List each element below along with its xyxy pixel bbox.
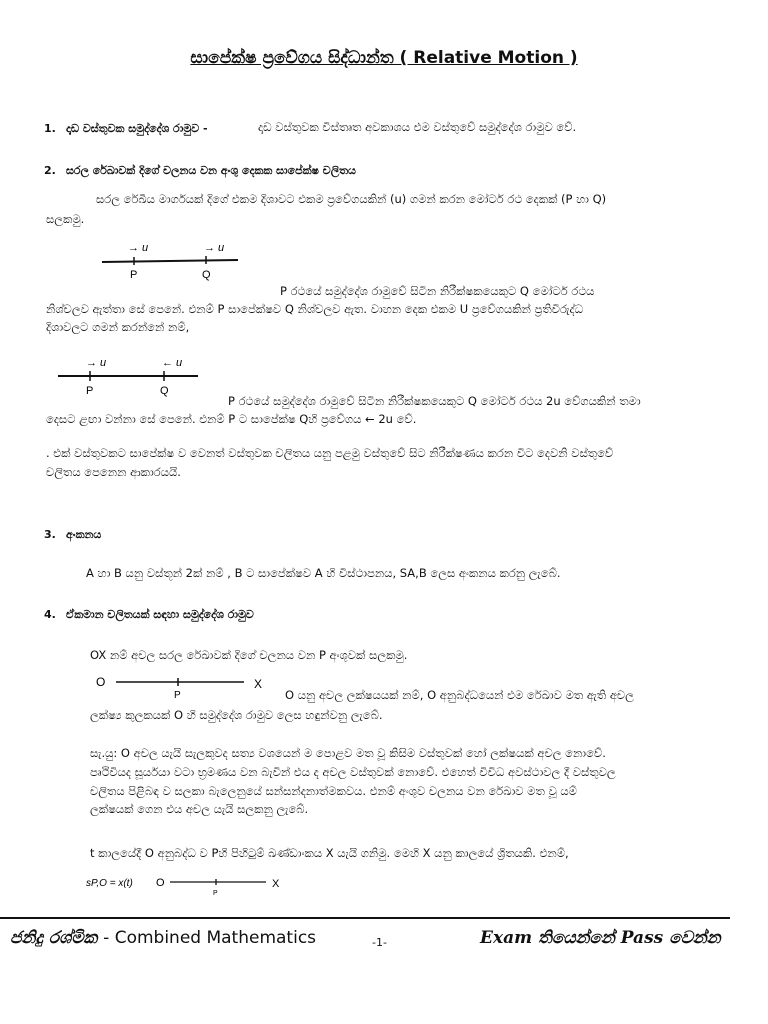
footer-slogan: Exam තියෙන්නේ Pass වෙන්න [480,928,721,948]
section-4-para2-line2: ලක්ෂ්‍ය කුලකයක් O හි සමුද්දේශ රාමුව ලෙස හඳුන්වනු ලැබේ. [90,708,383,722]
section-1-text: දෘඩ වස්තුවක විස්තෘත අවකාශය එම වස්තුවේ සමුද්දේශ රාමුව වේ. [258,120,577,134]
x-label: X [254,677,263,691]
p-velocity-arrow: → u [86,357,107,369]
q-velocity-arrow: ← u [162,357,183,369]
section-2-para1-line1: සරල රේඛීය මාර්ගයක් දිගේ එකම දිශාවට එකම ප්‍රවේගයකින් (u) ගමන් කරන මෝටර් රථ දෙකක් (P හා Q) [96,192,607,206]
section-4-para2-line1: O යනු අචල ලක්ෂයයක් නම්, O අනුබද්ධයෙන් එම රේඛාව මත ඇති අචල [285,688,634,702]
section-2-para1-line2: සලකමු. [46,212,85,226]
section-2-para3-line2: දෙසට ළඟා වන්නා සේ පෙනේ. එනම් P ට සාපේක්ෂ Qහි ප්‍රවේගය ← 2u වේ. [46,412,417,426]
section-2-para2-line2: නිශ්චලව ඇත්තා සේ පෙනේ. එනම් P සාපේක්ෂව Q නිශ්චලව ඇත. වාහන දෙක එකම U ප්‍රවේගයකින් ප්‍රතිවිරුද්ධ [46,302,584,316]
diagram-position-function [84,870,294,898]
section-2-para4-line2: චලිතය පෙනෙන ආකාරයයි. [46,465,181,479]
q-label: Q [202,269,211,281]
diagram-opposite-direction [56,352,206,402]
x-label: X [272,878,280,890]
section-2-para3-line1: P රථයේ සමුද්දේශ රාමුවේ සිටින නිරීක්ෂකයෙකුට Q මෝටර් රථය 2u වේගයකින් තමා [228,394,641,408]
section-4-note-line4: ලක්ෂයක් ගෙන එය අචල යැයි සලකනු ලැබේ. [90,802,309,816]
section-2-para4-line1: . එක් වස්තුවකට සාපේක්ෂ ව වෙනත් වස්තුවක චලිතය යනු පළමු වස්තුවේ සිට නිරීක්ෂණය කරන විට දෙවනි වස්තුවේ [46,446,614,460]
section-3-text: A හා B යනු වස්තූන් 2ක් නම් , B ට සාපේක්ෂව A හි විස්ථාපනය, SA,B ලෙස අංකනය කරනු ලැබේ. [86,566,561,580]
section-3-heading: අංකනය [66,528,102,541]
o-label: O [156,877,165,889]
section-1-heading: දෘඩ වස්තුවක සමුද්දේශ රාමුව - [66,122,208,135]
p-label: P [174,690,181,701]
q-label: Q [160,385,169,397]
section-3-number: 3. [44,528,56,541]
section-4-heading: ඒකමාන චලිතයක් සඳහා සමුද්දේශ රාමුව [66,608,254,621]
p-label: P [130,269,138,281]
section-2-number: 2. [44,164,56,177]
section-2-para2-line1: P රථයේ සමුද්දේශ රාමුවේ සිටින නිරීක්ෂකයෙකුට Q මෝටර් රථය [280,284,595,298]
section-4-para3: t කාලයේදී O අනුබද්ධ ව Pහි පිහිටුම් ඛණ්ඩාංකය X යැයි ගනිමු. මෙහි X යනු කාලයේ ශ්‍රිතයකි. එනම්, [90,846,569,860]
footer-subject: - Combined Mathematics [103,928,317,948]
p-velocity-arrow: → u [128,242,149,254]
section-2-para2-line3: දිශාවලට ගමන් කරන්නේ නම්, [46,320,190,334]
page-title: සාපේක්ෂ ප්‍රවේගය සිද්ධාන්ත ( Relative Motion ) [190,48,578,68]
diagram-fixed-line-ox [92,672,277,702]
q-velocity-arrow: → u [204,242,225,254]
footer-divider [0,917,730,919]
page-number: -1- [372,936,387,949]
section-4-note-line2: පෘථිවියද සූර්යයා වටා භ්‍රමණය වන බැවින් එය ද අචල වස්තුවක් නොවේ. එහෙත් විවිධ අවස්ථාවල දී වස්තුවල [90,765,616,779]
section-2-heading: සරල රේඛාවක් දිගේ චලනය වන අංශු දෙකක සාපේක්ෂ චලිතය [66,164,356,177]
section-4-note-line1: සැ.යු: O අචල යැයි සැලකුවද සත්‍ය වශයෙන් ම පොළව මත වූ කිසිම වස්තුවක් හෝ ලක්ෂයක් අචල නොවේ. [90,746,606,760]
section-4-note-line3: චලිතය පිළිබඳ ව සලකා බැලෙනුයේ සන්සන්දනාත්මකවය. එනම් අංශුව චලනය වන රේඛාව මත වූ යම් [90,784,577,798]
footer-author-name: ජනිදු රශ්මික [10,928,98,948]
road-line [102,260,238,262]
section-1-number: 1. [44,122,56,135]
o-label: O [96,675,106,689]
diagram-same-direction [100,236,250,286]
p-label: P [213,890,218,897]
section-4-number: 4. [44,608,56,621]
position-formula: sP,O = x(t) [86,878,133,889]
section-4-para1: OX නම් අචල සරල රේඛාවක් දිගේ චලනය වන P අංශුවක් සලකමු. [90,648,408,662]
p-label: P [86,385,94,397]
footer-author [10,928,316,948]
